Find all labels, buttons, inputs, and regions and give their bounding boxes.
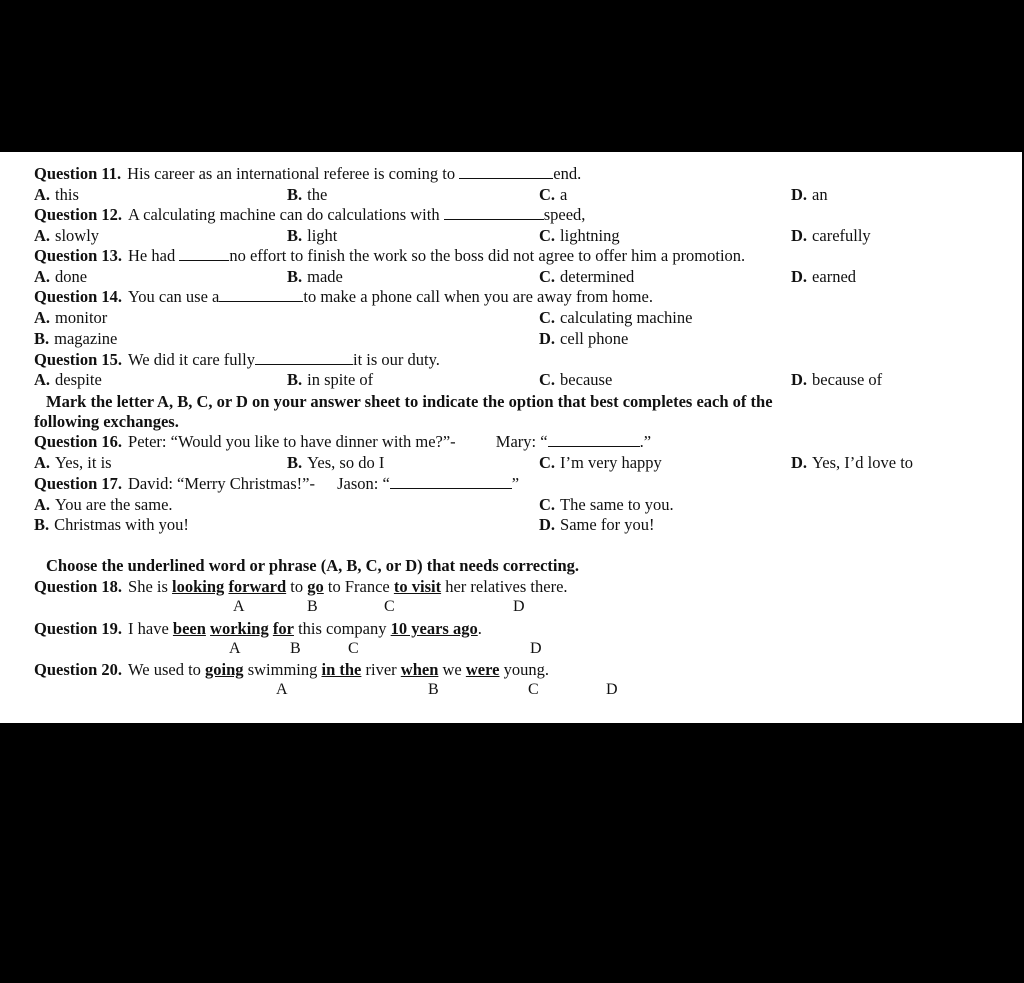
option-b: B. magazine <box>34 329 118 348</box>
underlined-option-d: 10 years ago <box>390 619 478 638</box>
question-19: Question 19. I have been working for this company 10 years ago. <box>34 619 482 638</box>
option-b: B. the <box>287 185 328 204</box>
answer-blank <box>459 164 553 179</box>
question-16: Question 16. Peter: “Would you like to have dinner with me?”- Mary: “ .” <box>34 432 652 451</box>
answer-blank <box>179 246 229 261</box>
option-d: D. carefully <box>791 226 871 245</box>
underlined-option-b: working <box>210 619 269 638</box>
letter-d: D <box>530 640 542 657</box>
option-a: A. this <box>34 185 79 204</box>
letter-a: A <box>276 681 288 698</box>
option-a: A. despite <box>34 370 102 389</box>
underlined-option-d: to visit <box>393 577 442 596</box>
option-d: D. an <box>791 185 828 204</box>
letter-b: B <box>307 598 318 615</box>
letter-b: B <box>290 640 301 657</box>
option-c: C. because <box>539 370 613 389</box>
answer-blank <box>219 287 303 302</box>
option-d: D. Same for you! <box>539 515 655 534</box>
underlined-option-b: in the <box>321 660 362 679</box>
option-b: B. Yes, so do I <box>287 453 385 472</box>
underlined-option-a: going <box>205 660 244 679</box>
option-b: B. in spite of <box>287 370 374 389</box>
letter-a: A <box>233 598 245 615</box>
letter-c: C <box>528 681 539 698</box>
option-a: A. done <box>34 267 88 286</box>
question-11 <box>34 164 581 184</box>
instruction-correction: Choose the underlined word or phrase (A, B, C, or D) that needs correcting. <box>46 556 580 575</box>
question-text: His career as an international referee is coming to <box>127 164 456 183</box>
option-d: D. Yes, I’d love to <box>791 453 914 472</box>
option-d: D. because of <box>791 370 883 389</box>
answer-blank <box>390 474 512 489</box>
underlined-option-a: looking <box>172 577 225 596</box>
question-13: Question 13. He had no effort to finish the work so the boss did not agree to offer him a promotion. <box>34 246 746 265</box>
option-a: A. You are the same. <box>34 495 173 514</box>
question-text-end: end. <box>553 164 582 183</box>
option-b: B. made <box>287 267 343 286</box>
underlined-option-a: been <box>172 619 206 638</box>
instruction-line-2: following exchanges. <box>34 412 179 431</box>
option-d: D. cell phone <box>539 329 629 348</box>
letter-a: A <box>229 640 241 657</box>
underlined-option-d: were <box>465 660 500 679</box>
instruction-line-1: Mark the letter A, B, C, or D on your answer sheet to indicate the option that best completes each of the <box>46 392 773 411</box>
option-c: C. a <box>539 185 568 204</box>
letter-d: D <box>606 681 618 698</box>
option-c: C. lightning <box>539 226 620 245</box>
answer-blank <box>255 350 353 365</box>
underlined-option-c: for <box>272 619 294 638</box>
question-15: Question 15. We did it care fully it is our duty. <box>34 350 440 369</box>
letter-c: C <box>348 640 359 657</box>
answer-blank <box>548 432 640 447</box>
option-a: A. Yes, it is <box>34 453 112 472</box>
underlined-option-b: forward <box>228 577 287 596</box>
underlined-option-c: go <box>307 577 324 596</box>
option-b: B. light <box>287 226 338 245</box>
option-a: A. monitor <box>34 308 108 327</box>
letter-d: D <box>513 598 525 615</box>
option-c: C. calculating machine <box>539 308 693 327</box>
exam-sheet <box>0 152 1022 723</box>
option-c: C. The same to you. <box>539 495 674 514</box>
underlined-option-c: when <box>400 660 439 679</box>
option-c: C. I’m very happy <box>539 453 662 472</box>
question-17: Question 17. David: “Merry Christmas!”- Jason: “ ” <box>34 474 520 493</box>
question-label: Question 11. <box>34 164 122 183</box>
answer-blank <box>444 205 544 220</box>
question-18: Question 18. She is looking forward to go to France to visit her relatives there. <box>34 577 568 596</box>
option-b: B. Christmas with you! <box>34 515 189 534</box>
option-c: C. determined <box>539 267 635 286</box>
question-12: Question 12. A calculating machine can do calculations with speed, <box>34 205 586 224</box>
option-a: A. slowly <box>34 226 100 245</box>
letter-c: C <box>384 598 395 615</box>
option-d: D. earned <box>791 267 857 286</box>
question-20: Question 20. We used to going swimming in the river when we were young. <box>34 660 549 679</box>
question-14: Question 14. You can use a to make a phone call when you are away from home. <box>34 287 653 306</box>
letter-b: B <box>428 681 439 698</box>
